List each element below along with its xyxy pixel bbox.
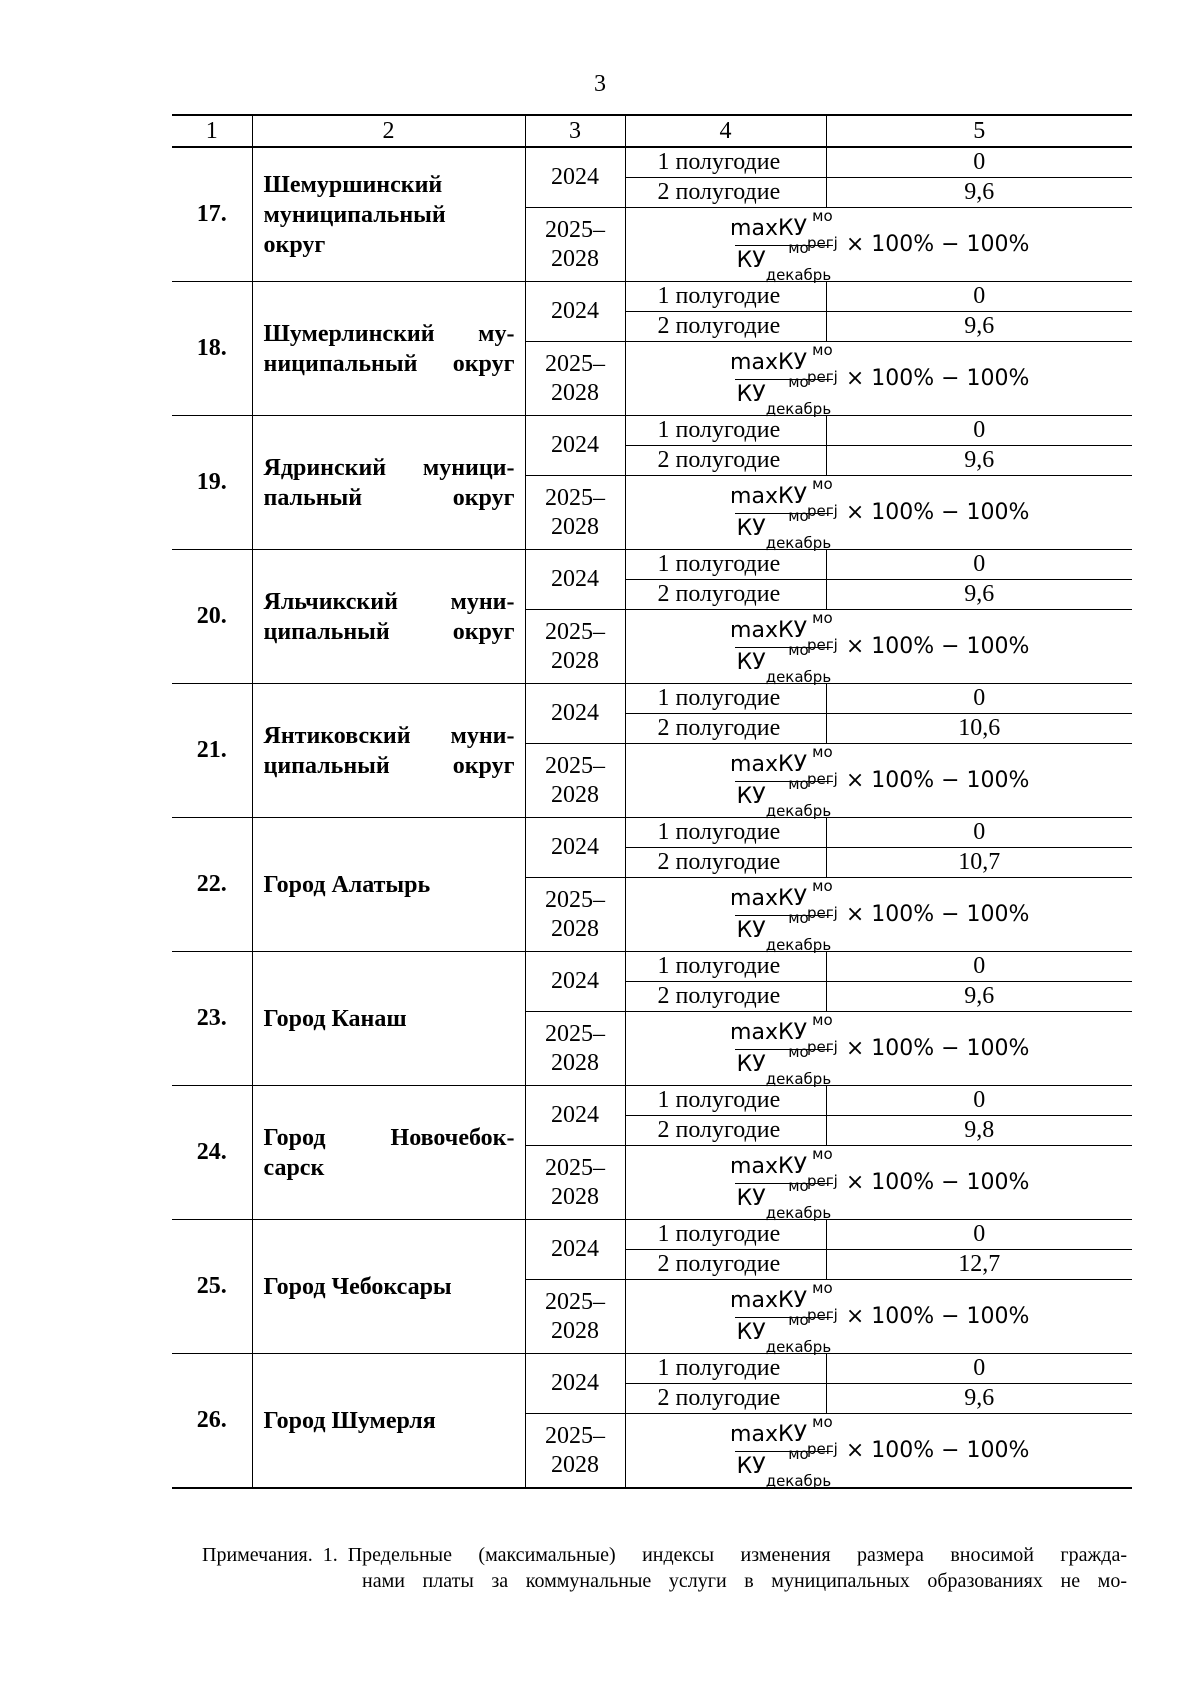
row-number: 25. — [172, 1220, 252, 1354]
value-cell: 10,6 — [826, 714, 1132, 744]
table-row — [172, 416, 1132, 446]
municipality-name — [252, 282, 525, 416]
value-cell: 0 — [826, 282, 1132, 312]
period-cell: 2 полугодие — [625, 982, 826, 1012]
municipality-name-line: ципальный округ — [263, 752, 515, 779]
period-cell: 2 полугодие — [625, 178, 826, 208]
value-cell: 10,7 — [826, 848, 1132, 878]
notes-text-line: нами платы за коммунальные услуги в муниципальных образованиях не мо- — [362, 1570, 1127, 1592]
year-range-cell: 2025– 2028 — [525, 208, 625, 282]
municipality-name-line: ниципальный округ — [263, 350, 515, 377]
table-row — [172, 1086, 1132, 1116]
period-cell: 2 полугодие — [625, 714, 826, 744]
table-row — [172, 684, 1132, 714]
notes-text-line: Предельные (максимальные) индексы изменения размера вносимой гражда- — [347, 1544, 1127, 1566]
notes-section — [202, 1542, 1127, 1594]
row-number: 24. — [172, 1086, 252, 1220]
index-formula: maxКУ мо регj КУ мо декабрь × 100% − 100% — [730, 474, 1030, 552]
municipality-name — [252, 684, 525, 818]
municipality-name — [252, 416, 525, 550]
value-cell: 9,6 — [826, 580, 1132, 610]
row-number: 20. — [172, 550, 252, 684]
municipality-name-line: пальный округ — [263, 484, 515, 511]
row-number: 26. — [172, 1354, 252, 1489]
formula-cell — [625, 208, 1132, 282]
municipality-name-line: Ядринский муници- — [263, 454, 515, 481]
value-cell: 0 — [826, 416, 1132, 446]
municipality-name — [252, 1086, 525, 1220]
value-cell: 0 — [826, 147, 1132, 178]
table-row — [172, 282, 1132, 312]
value-cell: 9,8 — [826, 1116, 1132, 1146]
value-cell: 0 — [826, 1354, 1132, 1384]
value-cell: 0 — [826, 684, 1132, 714]
table-header-row — [172, 115, 1132, 147]
index-formula: maxКУ мо регj КУ мо декабрь × 100% − 100% — [730, 1144, 1030, 1222]
year-cell: 2024 — [525, 684, 625, 744]
value-cell: 9,6 — [826, 1384, 1132, 1414]
formula-cell — [625, 342, 1132, 416]
municipality-name-line: Город Новочебок- — [263, 1124, 515, 1151]
row-number: 23. — [172, 952, 252, 1086]
period-cell: 2 полугодие — [625, 1250, 826, 1280]
index-formula: maxКУ мо регj КУ мо декабрь × 100% − 100% — [730, 206, 1030, 284]
row-number: 17. — [172, 147, 252, 282]
municipality-name-line: Город Чебоксары — [263, 1273, 452, 1300]
value-cell: 0 — [826, 1220, 1132, 1250]
period-cell: 2 полугодие — [625, 580, 826, 610]
value-cell: 0 — [826, 550, 1132, 580]
value-cell: 9,6 — [826, 446, 1132, 476]
notes-label: Примечания. 1. — [202, 1544, 338, 1566]
table-row — [172, 1354, 1132, 1384]
row-number: 18. — [172, 282, 252, 416]
period-cell: 1 полугодие — [625, 147, 826, 178]
municipality-name-line: Шемуршинский — [263, 171, 443, 198]
formula-cell — [625, 1012, 1132, 1086]
period-cell: 2 полугодие — [625, 1116, 826, 1146]
formula-cell — [625, 476, 1132, 550]
period-cell: 1 полугодие — [625, 1086, 826, 1116]
year-range-cell: 2025– 2028 — [525, 878, 625, 952]
table-row — [172, 147, 1132, 178]
period-cell: 1 полугодие — [625, 952, 826, 982]
formula-cell — [625, 744, 1132, 818]
value-cell: 9,6 — [826, 312, 1132, 342]
table-row — [172, 550, 1132, 580]
table-row — [172, 1220, 1132, 1250]
period-cell: 2 полугодие — [625, 312, 826, 342]
period-cell: 1 полугодие — [625, 550, 826, 580]
row-number: 21. — [172, 684, 252, 818]
row-number: 22. — [172, 818, 252, 952]
period-cell: 1 полугодие — [625, 684, 826, 714]
municipality-name-line: Город Канаш — [263, 1005, 407, 1032]
table-row — [172, 818, 1132, 848]
period-cell: 2 полугодие — [625, 1384, 826, 1414]
municipality-name-line: Город Алатырь — [263, 871, 431, 898]
value-cell: 0 — [826, 952, 1132, 982]
value-cell: 9,6 — [826, 982, 1132, 1012]
value-cell: 0 — [826, 818, 1132, 848]
column-header: 3 — [525, 115, 625, 147]
column-header: 2 — [252, 115, 525, 147]
period-cell: 1 полугодие — [625, 818, 826, 848]
column-header: 1 — [172, 115, 252, 147]
municipality-name — [252, 818, 525, 952]
year-range-cell: 2025– 2028 — [525, 342, 625, 416]
table-body — [172, 147, 1132, 1488]
index-formula: maxКУ мо регj КУ мо декабрь × 100% − 100% — [730, 742, 1030, 820]
year-cell: 2024 — [525, 147, 625, 208]
value-cell: 12,7 — [826, 1250, 1132, 1280]
municipality-name-line: Янтиковский муни- — [263, 722, 515, 749]
year-range-cell: 2025– 2028 — [525, 1146, 625, 1220]
municipality-name — [252, 1354, 525, 1489]
index-formula: maxКУ мо регj КУ мо декабрь × 100% − 100% — [730, 340, 1030, 418]
row-number: 19. — [172, 416, 252, 550]
year-range-cell: 2025– 2028 — [525, 1012, 625, 1086]
formula-cell — [625, 1280, 1132, 1354]
year-cell: 2024 — [525, 1354, 625, 1414]
period-cell: 1 полугодие — [625, 416, 826, 446]
year-cell: 2024 — [525, 1220, 625, 1280]
year-range-cell: 2025– 2028 — [525, 610, 625, 684]
year-range-cell: 2025– 2028 — [525, 744, 625, 818]
value-cell: 9,6 — [826, 178, 1132, 208]
index-formula: maxКУ мо регj КУ мо декабрь × 100% − 100% — [730, 876, 1030, 954]
municipality-name — [252, 550, 525, 684]
year-range-cell: 2025– 2028 — [525, 476, 625, 550]
municipality-name-line: ципальный округ — [263, 618, 515, 645]
year-cell: 2024 — [525, 952, 625, 1012]
municipality-name-line: сарск — [263, 1154, 325, 1181]
index-formula: maxКУ мо регj КУ мо декабрь × 100% − 100% — [730, 1278, 1030, 1356]
index-formula: maxКУ мо регj КУ мо декабрь × 100% − 100% — [730, 1412, 1030, 1490]
year-cell: 2024 — [525, 416, 625, 476]
index-formula: maxКУ мо регj КУ мо декабрь × 100% − 100% — [730, 608, 1030, 686]
period-cell: 1 полугодие — [625, 282, 826, 312]
municipality-name-line: Яльчикский муни- — [263, 588, 515, 615]
index-formula: maxКУ мо регj КУ мо декабрь × 100% − 100% — [730, 1010, 1030, 1088]
formula-cell — [625, 1414, 1132, 1489]
year-cell: 2024 — [525, 818, 625, 878]
period-cell: 1 полугодие — [625, 1220, 826, 1250]
municipality-name-line: муниципальный — [263, 201, 446, 228]
year-range-cell: 2025– 2028 — [525, 1414, 625, 1489]
period-cell: 2 полугодие — [625, 848, 826, 878]
municipality-name — [252, 147, 525, 282]
formula-cell — [625, 878, 1132, 952]
municipality-name-line: округ — [263, 231, 326, 258]
year-range-cell: 2025– 2028 — [525, 1280, 625, 1354]
municipality-name — [252, 952, 525, 1086]
period-cell: 2 полугодие — [625, 446, 826, 476]
index-table — [172, 114, 1132, 1489]
municipality-name — [252, 1220, 525, 1354]
page-number: 3 — [594, 71, 606, 97]
column-header: 4 — [625, 115, 826, 147]
year-cell: 2024 — [525, 282, 625, 342]
municipality-name-line: Город Шумерля — [263, 1407, 436, 1434]
period-cell: 1 полугодие — [625, 1354, 826, 1384]
value-cell: 0 — [826, 1086, 1132, 1116]
year-cell: 2024 — [525, 550, 625, 610]
municipality-name-line: Шумерлинский му- — [263, 320, 515, 347]
column-header: 5 — [826, 115, 1132, 147]
formula-cell — [625, 610, 1132, 684]
formula-cell — [625, 1146, 1132, 1220]
year-cell: 2024 — [525, 1086, 625, 1146]
table-row — [172, 952, 1132, 982]
